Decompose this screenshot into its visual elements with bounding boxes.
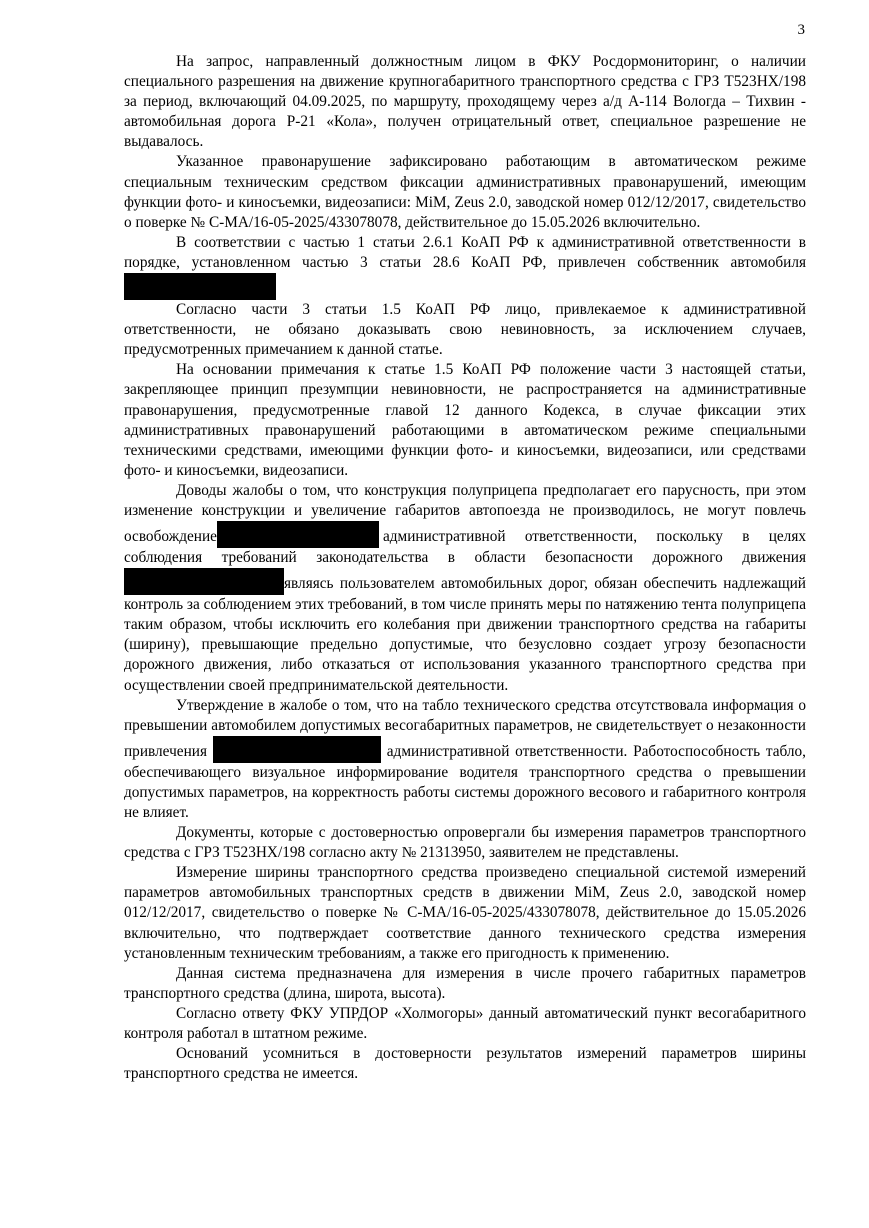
paragraph-text: Доводы жалобы о том, что конструкция полуприцепа предполагает его парусность, при этом изменение конструкции и увеличение габаритов автопоезда не производилось, не могут повлечь освобождение <box>124 481 806 546</box>
paragraph-note-article: На основании примечания к статье 1.5 КоАП РФ положение части 3 настоящей статьи, закрепляющее принцип презумпции невиновности, не распространяется на административные правонарушения, предусмотренные главой 12 данного Кодекса, в случае фиксации этих административных правонарушений работающими в автоматическом режиме специальными техническими средствами, имеющими функции фото- и киносъемки, видеозаписи, или средствами фото- и киносъемки, видеозаписи. <box>124 361 806 479</box>
paragraph-documents-not-provided: Документы, которые с достоверностью опровергали бы измерения параметров транспортного средства с ГРЗ Т523НХ/198 согласно акту № 21313950, заявителем не представлены. <box>124 824 806 862</box>
redaction-block <box>213 736 381 763</box>
redaction-block <box>217 521 379 548</box>
paragraph-control-point-status: Согласно ответу ФКУ УПРДОР «Холмогоры» данный автоматический пункт весогабаритного контроля работал в штатном режиме. <box>124 1004 806 1043</box>
paragraph-presumption-innocence: Согласно части 3 статьи 1.5 КоАП РФ лицо, привлекаемое к административной ответственности, не обязано доказывать свою невиновность, за исключением случаев, предусмотренных примечанием к данной статье. <box>124 301 806 359</box>
document-body <box>124 52 806 1084</box>
paragraph-width-measurement: Измерение ширины транспортного средства произведено специальной системой измерений параметров автомобильных транспортных средств в движении MiM, Zeus 2.0, заводской номер 012/12/2017, свидетельство о поверке № С-МА/16-05-2025/433078078, действительное до 15.05.2026 включительно, что подтверждает соответствие данного технического средства измерения установленным техническим требованиям, а также его пригодность к применению. <box>124 864 806 962</box>
paragraph-conclusion: Оснований усомниться в достоверности результатов измерений параметров ширины транспортного средства не имеется. <box>124 1045 806 1083</box>
paragraph-system-purpose: Данная система предназначена для измерения в числе прочего габаритных параметров транспортного средства (длина, широта, высота). <box>124 964 806 1002</box>
paragraph-display-board <box>124 696 806 823</box>
paragraph-text: административной ответственности, поскольку в целях соблюдения требований законодательства в области безопасности дорожного движения <box>124 528 806 567</box>
paragraph-complaint-sail <box>124 481 806 696</box>
paragraph-text: В соответствии с частью 1 статьи 2.6.1 КоАП РФ к административной ответственности в порядке, установленном частью 3 статьи 28.6 КоАП РФ, привлечен собственник автомобиля <box>124 233 806 271</box>
paragraph-permit-request: На запрос, направленный должностным лицом в ФКУ Росдормониторинг, о наличии специального разрешения на движение крупногабаритного транспортного средства с ГРЗ Т523НХ/198 за период, включающий 04.09.2025, по маршруту, проходящему через а/д А-114 Вологда – Тихвин - автомобильная дорога Р-21 «Кола», получен отрицательный ответ, специальное разрешение не выдавалось. <box>124 53 806 151</box>
paragraph-text: Утверждение в жалобе о том, что на табло технического средства отсутствовала информация о превышении автомобилем допустимых весогабаритных параметров, не свидетельствует о незаконности привлечения <box>124 696 806 760</box>
redaction-block <box>124 273 276 300</box>
paragraph-liability-owner <box>124 233 806 300</box>
redaction-block <box>124 568 284 595</box>
paragraph-violation-recorded: Указанное правонарушение зафиксировано работающим в автоматическом режиме специальным техническим средством фиксации административных правонарушений, имеющим функции фото- и киносъемки, видеозаписи: MiM, Zeus 2.0, заводской номер 012/12/2017, свидетельство о поверке № С-МА/16-05-2025/433078078, действительное до 15.05.2026 включительно. <box>124 153 806 231</box>
page-number: 3 <box>797 22 805 38</box>
paragraph-text: административной ответственности. Работоспособность табло, обеспечивающего визуальное информирование водителя транспортного средства о превышении допустимых параметров, на корректность работы системы дорожного весового и габаритного контроля не влияет. <box>124 742 806 821</box>
paragraph-text: являясь пользователем автомобильных дорог, обязан обеспечить надлежащий контроль за соблюдением этих требований, в том числе принять меры по натяжению тента полуприцепа таким образом, чтобы исключить его колебания при движении транспортного средства на габариты (ширину), превышающие предельно допустимые, что безусловно создает угрозу безопасности дорожного движения, либо отказаться от использования указанного транспортного средства при осуществлении своей предпринимательской деятельности. <box>124 575 806 694</box>
